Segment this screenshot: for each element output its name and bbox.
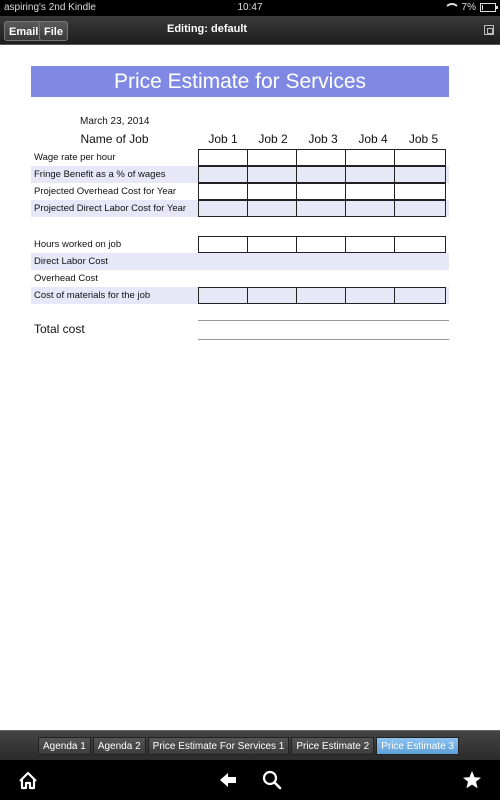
input-cell[interactable]	[198, 236, 248, 253]
input-row	[198, 149, 446, 166]
file-button[interactable]: File	[39, 21, 68, 41]
input-cell[interactable]	[247, 200, 297, 217]
input-row	[198, 200, 446, 217]
fullscreen-icon[interactable]	[484, 25, 494, 35]
battery-percent: 7%	[461, 2, 476, 13]
input-cell[interactable]	[198, 149, 248, 166]
input-cell[interactable]	[345, 149, 395, 166]
status-indicators	[446, 2, 496, 13]
input-row	[198, 236, 446, 253]
home-icon[interactable]	[8, 760, 48, 800]
device-name: aspiring's 2nd Kindle	[4, 2, 96, 13]
input-cell[interactable]	[345, 200, 395, 217]
back-arrow-icon[interactable]	[208, 760, 248, 800]
input-cell[interactable]	[247, 183, 297, 200]
sheet-tab-price-estimate-2[interactable]: Price Estimate 2	[291, 737, 374, 755]
job-header[interactable]: Job 5	[408, 132, 439, 146]
row-label[interactable]: Projected Overhead Cost for Year	[34, 186, 177, 197]
sheet-date[interactable]: March 23, 2014	[80, 116, 150, 127]
total-top-border	[198, 320, 449, 321]
status-bar	[0, 0, 500, 16]
input-cell[interactable]	[394, 236, 446, 253]
job-header[interactable]: Job 1	[208, 132, 238, 146]
row-label[interactable]: Projected Direct Labor Cost for Year	[34, 203, 187, 214]
input-cell[interactable]	[394, 183, 446, 200]
sheet-tabs-bar	[0, 730, 500, 761]
app-toolbar	[0, 16, 500, 45]
row-label[interactable]: Cost of materials for the job	[34, 290, 151, 301]
input-cell[interactable]	[296, 149, 346, 166]
input-row	[198, 287, 446, 304]
input-cell[interactable]	[198, 287, 248, 304]
input-cell[interactable]	[296, 183, 346, 200]
input-row	[198, 183, 446, 200]
input-cell[interactable]	[394, 166, 446, 183]
row-label[interactable]: Direct Labor Cost	[34, 256, 108, 267]
input-cell[interactable]	[345, 236, 395, 253]
input-cell[interactable]	[394, 200, 446, 217]
input-cell[interactable]	[247, 287, 297, 304]
input-cell[interactable]	[247, 166, 297, 183]
search-icon[interactable]	[252, 760, 292, 800]
job-header[interactable]: Job 3	[308, 132, 338, 146]
row-label[interactable]: Hours worked on job	[34, 239, 122, 250]
input-cell[interactable]	[198, 183, 248, 200]
spreadsheet[interactable]	[0, 45, 500, 730]
battery-icon	[480, 3, 496, 12]
input-cell[interactable]	[198, 166, 248, 183]
input-cell[interactable]	[394, 149, 446, 166]
input-cell[interactable]	[296, 200, 346, 217]
input-cell[interactable]	[296, 166, 346, 183]
row-label[interactable]: Overhead Cost	[34, 273, 98, 284]
job-header[interactable]: Job 2	[258, 132, 288, 146]
row-label[interactable]: Wage rate per hour	[34, 152, 116, 163]
job-header[interactable]: Job 4	[358, 132, 388, 146]
sheet-tab-price-estimate-for-services-1[interactable]: Price Estimate For Services 1	[148, 737, 290, 755]
input-cell[interactable]	[247, 149, 297, 166]
sheet-tab-agenda-1[interactable]: Agenda 1	[38, 737, 91, 755]
input-cell[interactable]	[247, 236, 297, 253]
navigation-bar	[0, 760, 500, 800]
total-bottom-border	[198, 339, 449, 340]
wifi-icon	[446, 3, 458, 12]
input-cell[interactable]	[394, 287, 446, 304]
clock: 10:47	[237, 2, 263, 13]
name-of-job-header[interactable]: Name of Job	[80, 132, 149, 146]
row-label[interactable]: Fringe Benefit as a % of wages	[34, 169, 166, 180]
favorites-star-icon[interactable]	[452, 760, 492, 800]
document-title: Editing: default	[167, 23, 248, 35]
total-cost-label[interactable]: Total cost	[34, 322, 85, 336]
input-cell[interactable]	[345, 183, 395, 200]
sheet-tab-agenda-2[interactable]: Agenda 2	[93, 737, 146, 755]
sheet-tabs	[38, 737, 459, 755]
email-button[interactable]: Email	[4, 21, 43, 41]
sheet-title[interactable]: Price Estimate for Services	[31, 66, 449, 97]
input-cell[interactable]	[296, 236, 346, 253]
input-cell[interactable]	[198, 200, 248, 217]
input-cell[interactable]	[345, 287, 395, 304]
input-row	[198, 166, 446, 183]
sheet-tab-price-estimate-3[interactable]: Price Estimate 3	[376, 737, 459, 755]
input-cell[interactable]	[296, 287, 346, 304]
input-cell[interactable]	[345, 166, 395, 183]
